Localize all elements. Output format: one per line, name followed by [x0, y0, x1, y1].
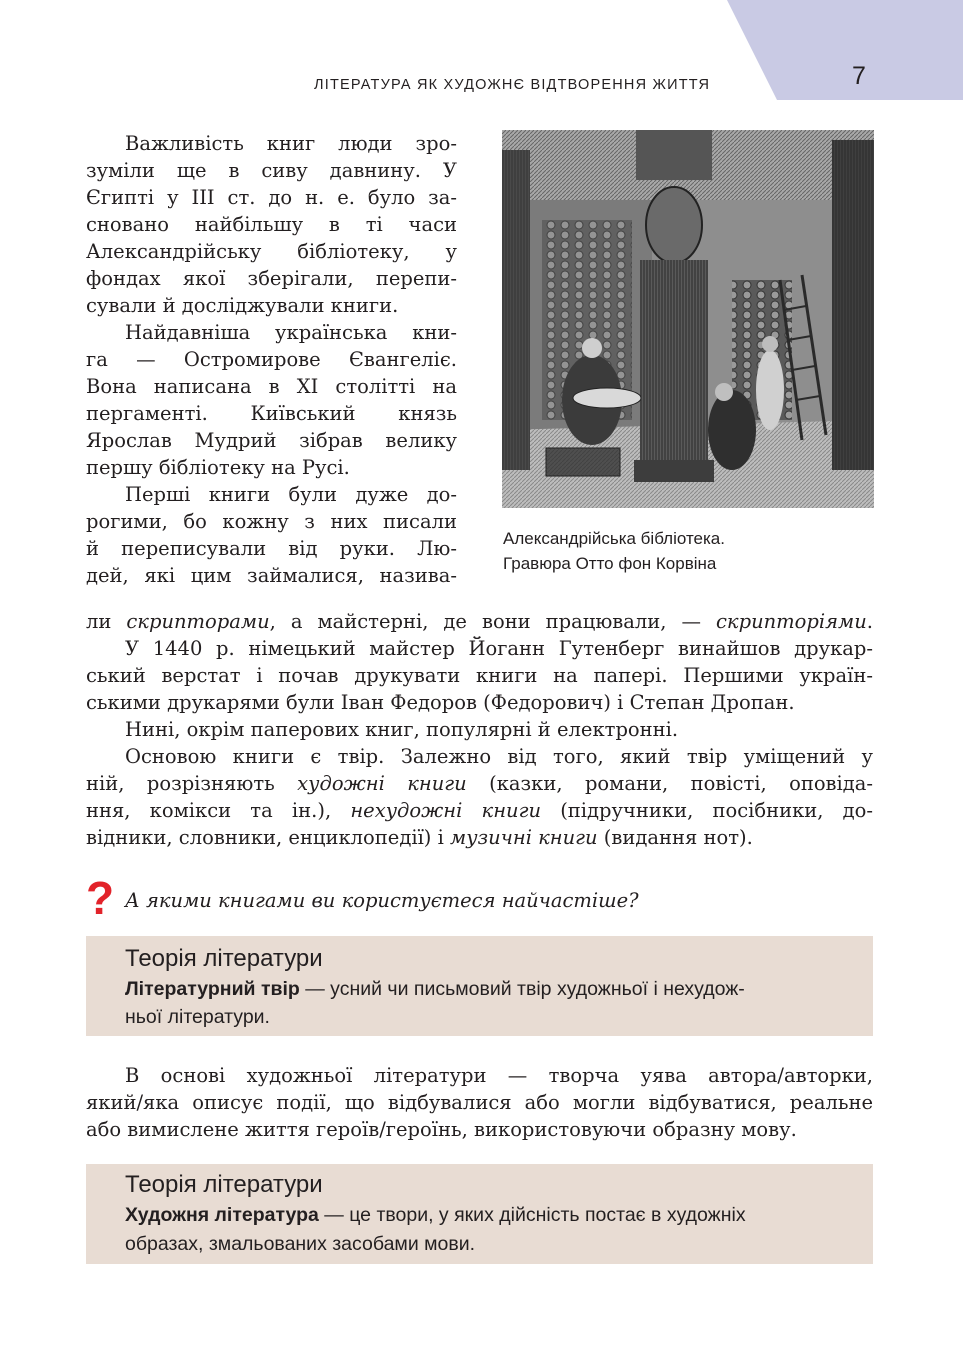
italic-term: нехудожні книги [350, 799, 542, 822]
text-line: пергаменті. Київський князь [86, 402, 457, 425]
theory-box [86, 1164, 873, 1264]
caption-line: Гравюра Отто фон Корвіна [503, 554, 717, 573]
definition-text: — усний чи письмовий твір художньої і нехудож- [299, 978, 745, 1000]
theory-definition [125, 1204, 746, 1227]
text-run: ли [86, 610, 127, 633]
caption-line: Александрійська бібліотека. [503, 529, 725, 548]
theory-definition [125, 978, 745, 1001]
italic-term: музичні книги [450, 826, 598, 849]
wide-text-column [86, 608, 873, 851]
text-line: Найдавніша українська кни- [125, 321, 457, 344]
theory-term: Літературний твір [125, 978, 300, 1000]
text-line: ський верстат і почав друкувати книги на папері. Першими україн- [86, 664, 873, 687]
text-line: першу бібліотеку на Русі. [86, 456, 350, 479]
text-line: Важливість книг люди зро- [125, 132, 457, 155]
text-line: В основі художньої літератури — творча уява автора/авторки, [125, 1064, 873, 1087]
text-line: га — Остромирове Євангеліє. [86, 348, 457, 371]
running-title: ЛІТЕРАТУРА ЯК ХУДОЖНЄ ВІДТВОРЕННЯ ЖИТТЯ [314, 77, 711, 93]
text-run: ній, розрізняють [86, 772, 298, 795]
text-line: Перші книги були дуже до- [125, 483, 457, 506]
text-line: Вона написана в XI столітті на [86, 375, 457, 398]
text-line [86, 824, 873, 851]
text-line: Александрійську бібліотеку, у [86, 240, 457, 263]
text-run: . [866, 610, 873, 633]
text-line: сновано найбільшу в ті часи [86, 213, 457, 236]
text-line: У 1440 р. німецький майстер Йоганн Гутенберг винайшов друкар- [125, 637, 873, 660]
italic-term: скрипторіями [716, 610, 867, 633]
text-run: (видання нот). [597, 826, 753, 849]
theory-heading: Теорія літератури [125, 945, 323, 972]
italic-term: скрипторами [126, 610, 270, 633]
library-engraving-image [502, 130, 874, 508]
definition-text: — це твори, у яких дійсність постає в художніх [318, 1204, 746, 1226]
text-line [86, 770, 873, 797]
text-run: (казки, романи, повісті, оповіда- [466, 772, 873, 795]
text-line [86, 608, 873, 635]
text-line: рогими, бо кожну з них писали [86, 510, 457, 533]
definition-text: образах, змальованих засобами мови. [125, 1233, 476, 1255]
theory-box [86, 936, 873, 1036]
text-line: Нині, окрім паперових книг, популярні й електронні. [125, 718, 679, 741]
text-run: , а майстерні, де вони працювали, — [269, 610, 717, 633]
text-run: відники, словники, енциклопедії) і [86, 826, 451, 849]
figure-caption [503, 526, 725, 576]
text-line: сували й досліджували книги. [86, 294, 399, 317]
text-line: фондах якої зберігали, перепи- [86, 267, 457, 290]
text-line: Основою книги є твір. Залежно від того, який твір уміщений у [125, 745, 873, 768]
text-line: зуміли ще в сиву давнину. У [86, 159, 457, 182]
text-run: ння, комікси та ін.), [86, 799, 351, 822]
theory-heading: Теорія літератури [125, 1171, 323, 1198]
narrow-text-column [86, 130, 457, 589]
italic-term: художні книги [297, 772, 467, 795]
text-line: або вимислене життя героїв/героїнь, використовуючи образну мову. [86, 1118, 797, 1141]
corner-tab [727, 0, 963, 100]
text-line: Єгипті у III ст. до н. е. було за- [86, 186, 457, 209]
text-line: Ярослав Мудрий зібрав велику [86, 429, 457, 452]
page-number: 7 [852, 62, 866, 90]
text-run: (підручники, посібники, до- [541, 799, 873, 822]
question-mark-icon: ? [86, 872, 115, 924]
body-paragraph [86, 1062, 873, 1143]
text-line: ськими друкарями були Іван Федоров (Федорович) і Степан Дропан. [86, 691, 795, 714]
text-line: який/яка описує події, що відбувалися або могли відбуватися, реальне [86, 1091, 873, 1114]
theory-term: Художня література [125, 1204, 319, 1226]
definition-text: ньої літератури. [125, 1006, 270, 1028]
text-line: й переписували від руки. Лю- [86, 537, 457, 560]
text-line: дей, які цим займалися, назива- [86, 564, 457, 587]
question-text: А якими книгами ви користуєтеся найчастіше? [125, 889, 639, 912]
text-line [86, 797, 873, 824]
